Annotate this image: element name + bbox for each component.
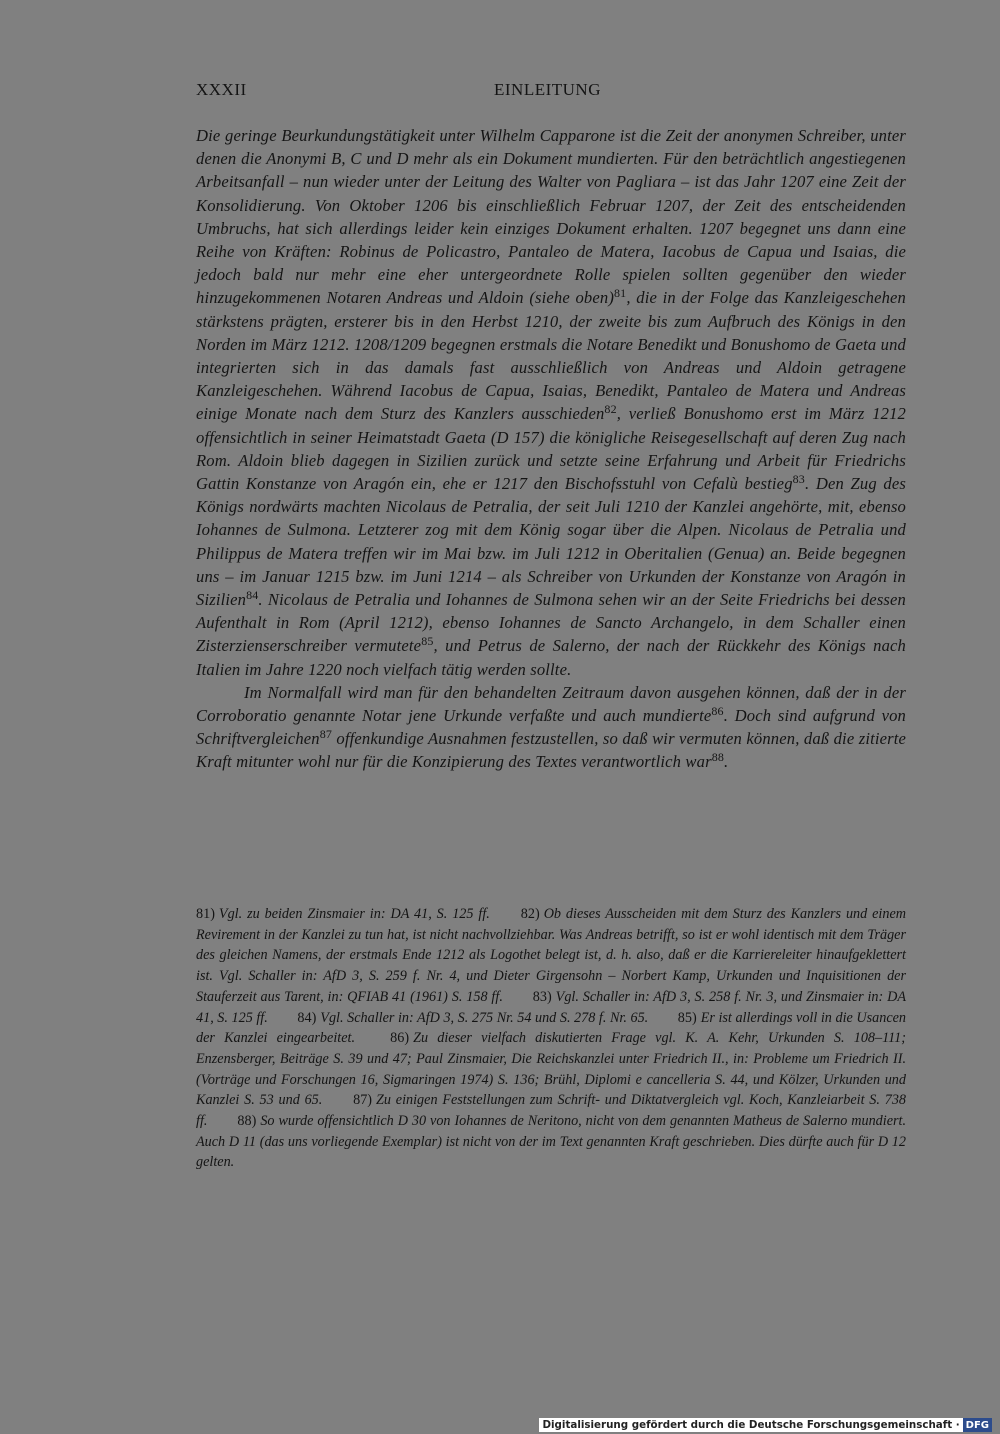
text-segment: , die in der Folge das Kanzleigeschehen stärkstens prägten, ersterer bis in den Herbst 1210, der zweite bis zum Aufbruch des Königs in den Norden im März 1212. 1208/1209 begegnen erstmals die Notare Benedikt und Bonushomo de Gaeta und integrierten sich in das damals fast ausschließlich von Andreas und Aldoin getragene Kanzleigeschehen. Während Iacobus de Capua, Isaias, Benedikt, Pantaleo de Matera und Andreas einige Monate nach dem Sturz des Kanzlers ausschieden	[196, 288, 906, 424]
text-segment: , verließ Bonushomo erst im März 1212 offensichtlich in seiner Heimatstadt Gaeta (D 157) die königliche Reisegesellschaft auf deren Zug nach Rom. Aldoin blieb dagegen in Sizilien zurück und setzte seine Erfahrung und Arbeit für Friedrichs Gattin Konstanze von Aragón ein, ehe er 1217 den Bischofsstuhl von Cefalù bestieg	[196, 404, 906, 494]
main-text	[196, 124, 906, 774]
page-header	[196, 80, 906, 104]
footnote-number: 88)	[237, 1113, 257, 1130]
footnote-number: 85)	[677, 1009, 697, 1026]
text-segment: . Doch sind aufgrund von Schriftvergleichen	[196, 706, 906, 749]
footnote-ref-82: 82	[604, 402, 617, 417]
footnote	[297, 1010, 648, 1026]
footnote-text: Zu einigen Feststellungen zum Schrift- und Diktatvergleich vgl. Koch, Kanzleiarbeit S. 738 ff.	[196, 1092, 907, 1130]
footnote-number: 82)	[520, 906, 540, 922]
paragraph-1	[196, 124, 906, 681]
footnote-ref-86: 86	[711, 704, 724, 719]
footnote-text: Vgl. zu beiden Zinsmaier in: DA 41, S. 125 ff.	[218, 906, 490, 922]
footnote-ref-83: 83	[792, 472, 805, 487]
footnote-text: Vgl. Schaller in: AfD 3, S. 258 f. Nr. 3, und Zinsmaier in: DA 41, S. 125 ff.	[196, 988, 907, 1026]
footnote-text: Zu dieser vielfach diskutierten Frage vgl. K. A. Kehr, Urkunden S. 108–111; Enzensberger, Beiträge S. 39 und 47; Paul Zinsmaier, Die Reichskanzlei unter Friedrich II., in: Probleme um Friedrich II. (Vorträge und Forschungen 16, Sigmaringen 1974) S. 136; Brühl, Diplomi e cancelleria S. 44, und Kölzer, Urkunden und Kanzlei S. 53 und 65.	[196, 1030, 906, 1109]
text-segment: Im Normalfall wird man für den behandelten Zeitraum davon ausgehen können, daß der in der Corroboratio genannte Notar jene Urkunde verfaßte und auch mundierte	[196, 682, 906, 726]
footnote-text: Er ist allerdings voll in die Usancen der Kanzlei eingearbeitet.	[196, 1009, 907, 1047]
footnotes-block	[196, 904, 906, 1173]
text-segment: .	[724, 752, 729, 772]
footnote-number: 84)	[297, 1009, 317, 1026]
footnote-ref-88: 88	[711, 750, 724, 765]
footnotes	[196, 904, 906, 1173]
page-number: XXXII	[196, 80, 247, 99]
text-segment: . Nicolaus de Petralia und Iohannes de Sulmona sehen wir an der Seite Friedrichs bei dessen Aufenthalt in Rom (April 1212), ebenso Iohannes de Sancto Archangelo, in dem Schaller einen Zisterzienserschreiber vermutete	[196, 590, 906, 656]
text-segment: , und Petrus de Salerno, der nach der Rückkehr des Königs nach Italien im Jahre 1220 noch vielfach tätig werden sollte.	[196, 636, 906, 679]
footnote-ref-84: 84	[246, 588, 259, 603]
paragraph-2	[196, 681, 906, 774]
footnote	[196, 906, 490, 922]
footnote-text: So wurde offensichtlich D 30 von Iohannes de Neritono, nicht von dem genannten Matheus de Salerno mundiert. Auch D 11 (das uns vorliegende Exemplar) ist nicht von der im Text genannten Kraft geschrieben. Dies dürfte auch für D 12 gelten.	[196, 1113, 907, 1171]
footnote	[196, 1113, 906, 1170]
credit-text: Digitalisierung gefördert durch die Deutsche Forschungsgemeinschaft ·	[542, 1419, 960, 1431]
footnote-number: 86)	[390, 1030, 410, 1047]
footnote-ref-85: 85	[421, 634, 434, 649]
footnote-ref-87: 87	[319, 727, 333, 742]
running-head: EINLEITUNG	[494, 80, 601, 99]
dfg-credit[interactable]	[539, 1418, 992, 1432]
footnote-number: 87)	[353, 1092, 373, 1109]
footnote-number: 83)	[532, 988, 552, 1005]
footnote-text: Vgl. Schaller in: AfD 3, S. 275 Nr. 54 und S. 278 f. Nr. 65.	[320, 1009, 649, 1026]
text-segment: . Den Zug des Königs nordwärts machten Nicolaus de Petralia, der seit Juli 1210 der Kanzlei angehörte, mit, ebenso Iohannes de Sulmona. Letzterer zog mit dem König sogar über die Alpen. Nicolaus de Petralia und Philippus de Matera treffen wir im Mai bzw. im Juli 1212 in Oberitalien (Genua) an. Beide begegnen uns – im Januar 1215 bzw. im Juni 1214 – als Schreiber von Urkunden der Konstanze von Aragón in Sizilien	[196, 474, 906, 610]
text-segment: Die geringe Beurkundungstätigkeit unter Wilhelm Capparone ist die Zeit der anonymen Schreiber, unter denen die Anonymi B, C und D mehr als ein Dokument mundierten. Für den beträchtlich angestiegenen Arbeitsanfall – nun wieder unter der Leitung des Walter von Pagliara – ist das Jahr 1207 eine Zeit der Konsolidierung. Von Oktober 1206 bis einschließlich Februar 1207, der Zeit des entscheidenden Umbruchs, hat sich allerdings leider kein einziges Dokument erhalten. 1207 begegnet uns dann eine Reihe von Kräften: Robinus de Policastro, Pantaleo de Matera, Iacobus de Capua und Isaias, die jedoch bald nur mehr eine eher untergeordnete Rolle spielen sollten gegenüber den wieder hinzugekommenen Notaren Andreas und Aldoin (siehe oben)	[196, 126, 906, 308]
text-segment: offenkundige Ausnahmen festzustellen, so daß wir vermuten können, daß die zitierte Kraft mitunter wohl nur für die Konzipierung des Textes verantwortlich war	[196, 729, 906, 772]
footnote-ref-81: 81	[614, 286, 627, 301]
footnote-number: 81)	[196, 906, 215, 922]
footnote-text: Ob dieses Ausscheiden mit dem Sturz des Kanzlers und einem Revirement in der Kanzlei zu tun hat, ist nicht nachvollziehbar. Was Andreas betrifft, so ist er wohl identisch mit dem Träger des gleichen Namens, der erstmals Ende 1212 als Logothet belegt ist, d. h. also, daß er die Karriereleiter hinaufgeklettert ist. Vgl. Schaller in: AfD 3, S. 259 f. Nr. 4, und Dieter Girgensohn – Norbert Kamp, Urkunden und Inquisitionen der Stauferzeit aus Tarent, in: QFIAB 41 (1961) S. 158 ff.	[196, 906, 907, 1005]
dfg-logo: DFG	[963, 1418, 992, 1432]
